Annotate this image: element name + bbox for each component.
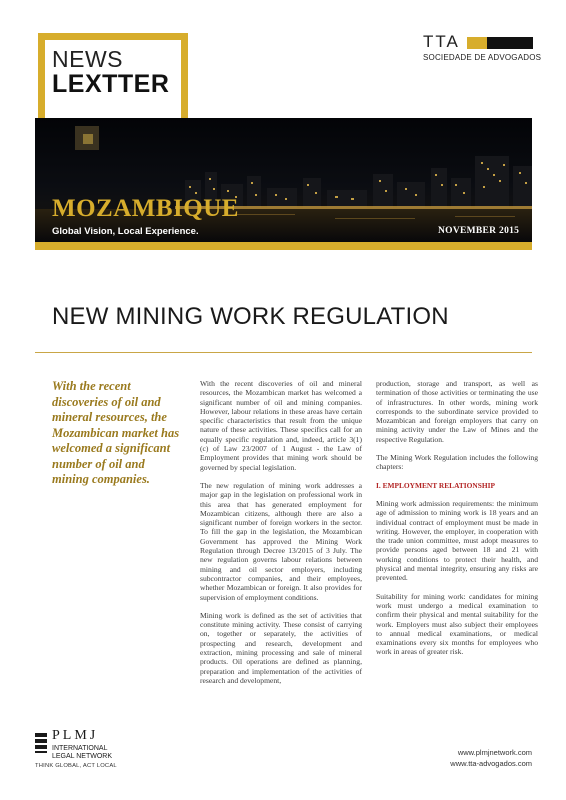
- article-headline: NEW MINING WORK REGULATION: [52, 303, 449, 330]
- plmj-network-label: [52, 745, 112, 761]
- paragraph: The new regulation of mining work addresses a major gap in the legislation on professional work in this area that has generated employment for Mozambican citizens, although there are also a significant number of foreign workers in the sector. To fill the gap in the legislation, the Mozambican Government has approved the Mining Work Regulation through Decree 13/2015 of 3 July. The new regulation governs labour relations between mining and oil sector employers, including subcontractor companies, and their employees, whether Mozambican or foreign. It also provides for supervision of employment conditions.: [200, 480, 362, 602]
- plmj-network-line1: INTERNATIONAL: [52, 745, 108, 752]
- plmj-logo-mark: [35, 733, 47, 753]
- tagline: Global Vision, Local Experience.: [52, 226, 199, 237]
- firm-logo: TTA: [423, 32, 460, 51]
- newsletter-title-line2: LEXTTER: [52, 70, 170, 98]
- article-column-2: [376, 379, 538, 666]
- plmj-logo-name: PLMJ: [52, 728, 99, 743]
- newsletter-title-line1: NEWS: [52, 46, 123, 72]
- headline-divider: [35, 352, 532, 353]
- plmj-network-line2: LEGAL NETWORK: [52, 753, 113, 760]
- firm-logo-black-bar: [487, 37, 533, 49]
- banner-gold-strip: [35, 242, 532, 250]
- firm-subtitle: SOCIEDADE DE ADVOGADOS: [423, 53, 542, 62]
- article-column-1: [200, 379, 362, 694]
- paragraph: Mining work is defined as the set of activities that constitute mining activity. These consist of carrying on, together or separately, the activities of prospecting and research, development and extraction, mining processing and sale of mineral products. Oil operations are defined as planning, preparation and implementation of the activities of research and development,: [200, 610, 362, 685]
- issue-date: NOVEMBER 2015: [438, 226, 520, 236]
- paragraph: Mining work admission requirements: the minimum age of admission to mining work is 18 years and an individual contract of employment must be made in writing. However, the employer, in cooperation with the trade union committee, must adopt measures to provide persons aged between 18 and 21 with working conditions to protect their health, and physical and mental integrity, ensuring any risks are prevented.: [376, 498, 538, 583]
- article-lead: With the recent discoveries of oil and mineral resources, the Mozambican market has welcomed a significant number of oil and mining companies.: [52, 379, 180, 486]
- paragraph: With the recent discoveries of oil and mineral resources, the Mozambican market has welcomed a significant number of oil and mining companies. However, labour relations in these areas have certain specific characteristics that result from the unique nature of these activities. These specifics call for an equally specific regulation and, indeed, article 3(1)(c) of Law 23/2007 of 1 August - the Law of Employment provides that mining work should be governed by special legislation.: [200, 379, 362, 472]
- city-skyline-image: [35, 118, 532, 242]
- plmj-website-link[interactable]: www.plmjnetwork.com: [457, 748, 532, 757]
- paragraph: Suitability for mining work: candidates for mining work must undergo a medical examination to confirm their physical and mental suitability for the work. Employers must also subject their employees to annual medical examinations, or medical examinations every six months for employees who work in areas of greater risk.: [376, 591, 538, 657]
- firm-logo-gold-bar: [467, 37, 487, 49]
- paragraph: production, storage and transport, as well as termination of those activities or terminating the use of infrastructures. In other words, mining work corresponds to the subordinate service provided to Mozambican and foreign employers that carry on mining activity under the Law of Mines and the respective Regulation.: [376, 379, 538, 444]
- section-heading: I. EMPLOYMENT RELATIONSHIP: [376, 480, 496, 490]
- tta-website-link[interactable]: www.tta-advogados.com: [450, 759, 532, 768]
- newsletter-title: [52, 48, 202, 97]
- plmj-tagline: THINK GLOBAL, ACT LOCAL: [35, 763, 117, 769]
- country-title: MOZAMBIQUE: [52, 195, 239, 222]
- paragraph: The Mining Work Regulation includes the following chapters:: [376, 453, 538, 472]
- city-night-banner: [35, 118, 532, 242]
